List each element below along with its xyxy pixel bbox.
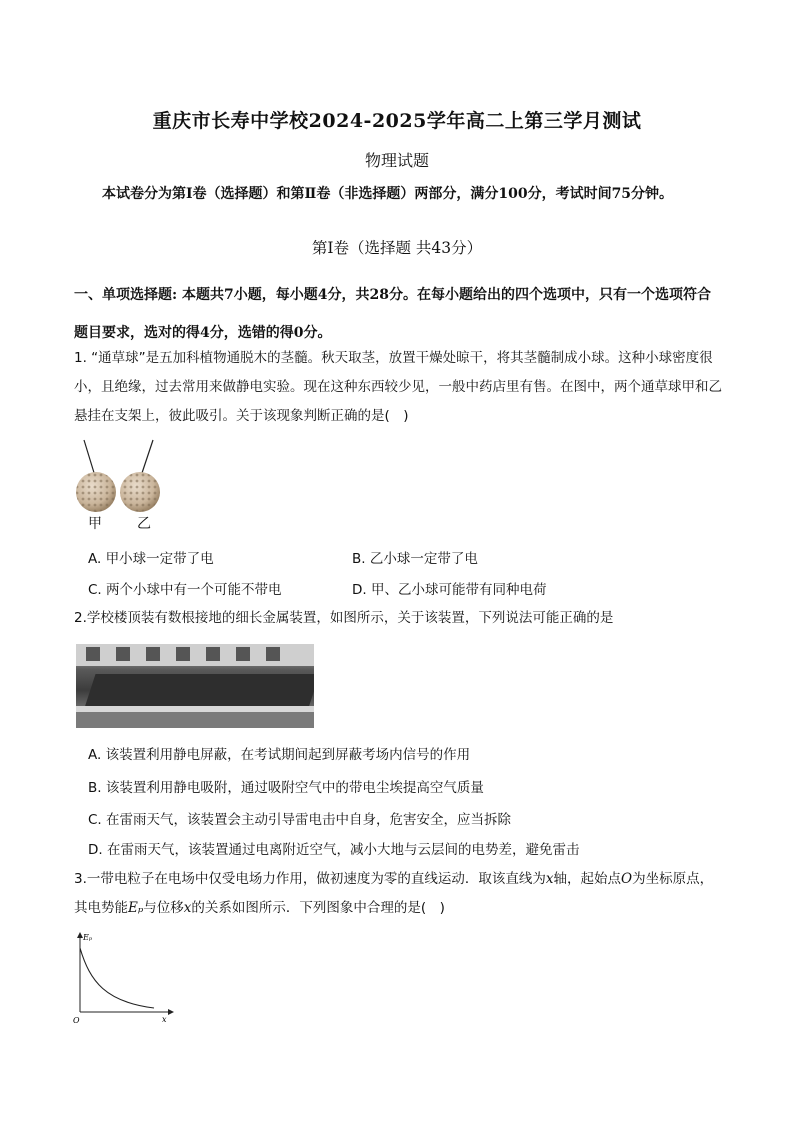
q1-option-c[interactable]: C. 两个小球中有一个可能不带电 [88,582,282,598]
ball-label-yi: 乙 [137,516,151,532]
question-3-stem: 3.一带电粒子在电场中仅受电场力作用，做初速度为零的直线运动．取该直线为x轴，起始点O为坐标原点，其电势能Eₚ与位移x的关系如图所示．下列图象中合理的是( ) [74,871,714,916]
question-2-stem: 2.学校楼顶装有数根接地的细长金属装置，如图所示，关于该装置，下列说法可能正确的是 [74,610,614,626]
graph-origin: O [73,1016,80,1025]
x-axis-arrow [168,1009,174,1015]
ball-yi [120,472,160,512]
question-1-stem: 1. “通草球”是五加科植物通脱木的茎髓。秋天取茎，放置干燥处晾干，将其茎髓制成小球。这种小球密度很小，且绝缘，过去常用来做静电实验。现在这种东西较少见，一般中药店里有售。在图中，两个通草球甲和乙悬挂在支架上，彼此吸引。关于该现象判断正确的是( ) [74,350,722,424]
subject-subtitle: 物理试题 [364,151,429,170]
part-one-title: 第Ⅰ卷（选择题 共43分） [311,239,483,257]
var-ep: Eₚ [128,900,144,916]
q2-option-b[interactable]: B. 该装置利用静电吸附，通过吸附空气中的带电尘埃提高空气质量 [88,780,484,796]
thread-a [84,440,95,476]
ball-label-jia: 甲 [88,516,102,532]
q1-option-a[interactable]: A. 甲小球一定带了电 [88,551,214,567]
q1-option-d[interactable]: D. 甲、乙小球可能带有同种电荷 [352,582,547,598]
section-heading: 一、单项选择题: 本题共7小题，每小题4分，共28分。在每小题给出的四个选项中，只有一个选项符合题目要求，选对的得4分，选错的得0分。 [74,287,712,341]
graph-ylabel: Eₚ [83,933,93,942]
ep-x-graph [68,930,178,1026]
rooftop-photo [76,644,314,728]
q2-option-c[interactable]: C. 在雷雨天气，该装置会主动引导雷电击中自身，危害安全，应当拆除 [88,812,512,828]
pith-balls-figure [68,436,168,536]
ep-curve [80,948,154,1008]
thread-b [141,440,153,476]
var-x: x [545,871,554,887]
exam-intro: 本试卷分为第Ⅰ卷（选择题）和第Ⅱ卷（非选择题）两部分，满分100分，考试时间75分钟。 [102,186,674,202]
var-x-2: x [183,900,192,916]
page-title: 重庆市长寿中学校2024-2025学年高二上第三学月测试 [152,110,642,132]
ball-jia [76,472,116,512]
graph-xlabel: x [162,1015,167,1024]
var-o: O [621,871,633,887]
q1-option-b[interactable]: B. 乙小球一定带了电 [352,551,478,567]
q2-option-a[interactable]: A. 该装置利用静电屏蔽，在考试期间起到屏蔽考场内信号的作用 [88,747,471,763]
q2-option-d[interactable]: D. 在雷雨天气，该装置通过电离附近空气，减小大地与云层间的电势差，避免雷击 [88,842,580,858]
